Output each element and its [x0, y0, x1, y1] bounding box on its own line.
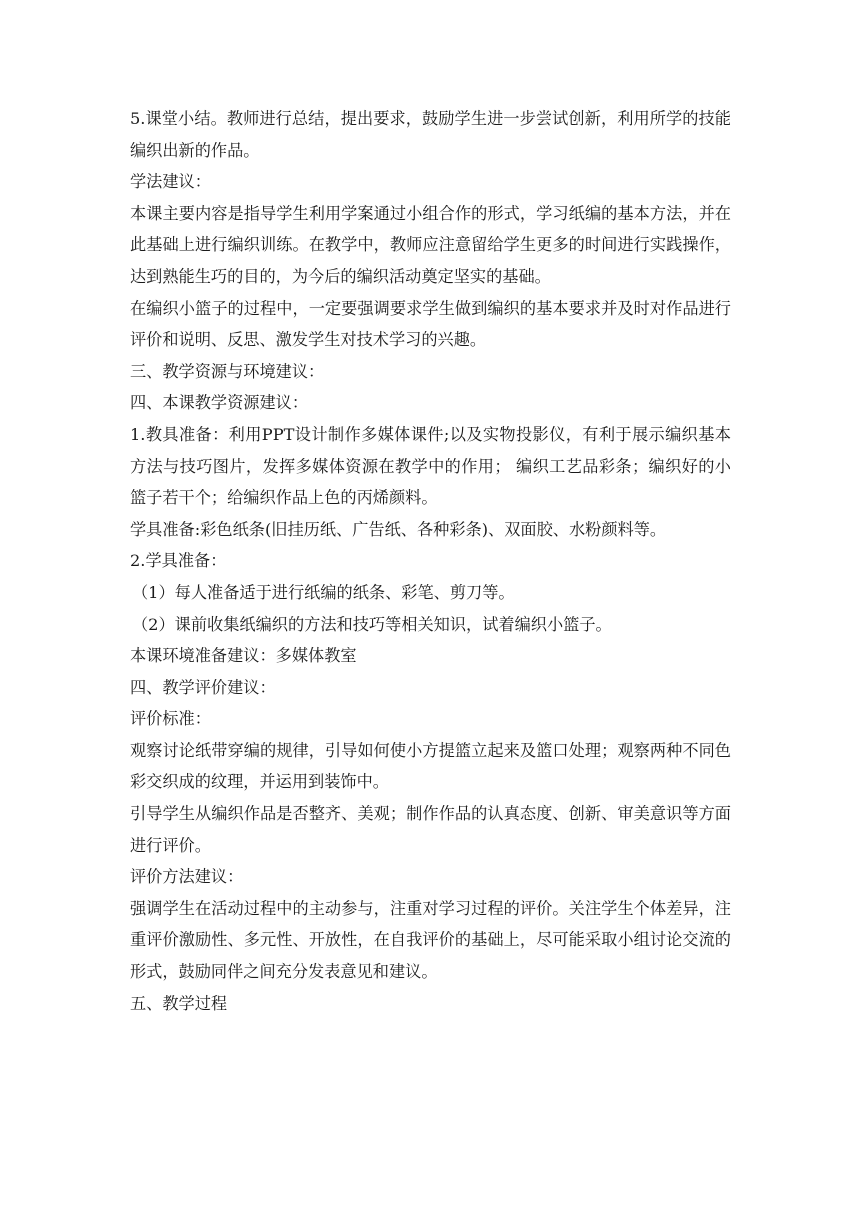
paragraph-weaving-basket-process: 在编织小篮子的过程中，一定要强调要求学生做到编织的基本要求并及时对作品进行评价和说明、反思、激发学生对技术学习的兴趣。 [130, 298, 731, 350]
paragraph-environment-suggestion: 本课环境准备建议：多媒体教室 [130, 646, 357, 666]
heading-evaluation-criteria: 评价标准： [130, 709, 211, 729]
paragraph-active-participation: 强调学生在活动过程中的主动参与，注重对学习过程的评价。关注学生个体差异，注重评价激励性、多元性、开放性，在自我评价的基础上，尽可能采取小组讨论交流的形式，鼓励同伴之间充分发表意见和建议。 [130, 898, 731, 982]
heading-resources-environment: 三、教学资源与环境建议： [130, 361, 325, 381]
paragraph-teaching-aids: 1.教具准备：利用PPT设计制作多媒体课件;以及实物投影仪，有利于展示编织基本方法与技巧图片，发挥多媒体资源在教学中的作用； 编织工艺品彩条；编织好的小篮子若干个；给编织作品上色的丙烯颜料。 [130, 424, 731, 508]
heading-evaluation-suggestion: 四、教学评价建议： [130, 677, 276, 697]
heading-evaluation-method: 评价方法建议： [130, 867, 244, 887]
paragraph-lesson-main-content: 本课主要内容是指导学生利用学案通过小组合作的形式，学习纸编的基本方法，并在此基础上进行编织训练。在教学中，教师应注意留给学生更多的时间进行实践操作，达到熟能生巧的目的，为今后的编织活动奠定坚实的基础。 [130, 203, 731, 286]
paragraph-guide-evaluation: 引导学生从编织作品是否整齐、美观；制作作品的认真态度、创新、审美意识等方面进行评价。 [130, 804, 731, 855]
heading-study-method-suggestion: 学法建议： [130, 172, 211, 192]
heading-student-preparation: 2.学具准备： [130, 551, 227, 571]
paragraph-class-summary: 5.课堂小结。教师进行总结，提出要求，鼓励学生进一步尝试创新，利用所学的技能编织出新的作品。 [130, 109, 731, 160]
paragraph-student-materials: 学具准备:彩色纸条(旧挂历纸、广告纸、各种彩条)、双面胶、水粉颜料等。 [130, 519, 667, 539]
paragraph-observe-discuss: 观察讨论纸带穿编的规律，引导如何使小方提篮立起来及篮口处理；观察两种不同色彩交织成的纹理，并运用到装饰中。 [130, 740, 731, 792]
heading-lesson-resources: 四、本课教学资源建议： [130, 393, 309, 413]
list-item-preparation-1: （1）每人准备适于进行纸编的纸条、彩笔、剪刀等。 [132, 582, 515, 602]
document-body [130, 103, 731, 1019]
list-item-preparation-2: （2）课前收集纸编织的方法和技巧等相关知识，试着编织小篮子。 [132, 614, 612, 634]
heading-teaching-process: 五、教学过程 [130, 993, 228, 1013]
